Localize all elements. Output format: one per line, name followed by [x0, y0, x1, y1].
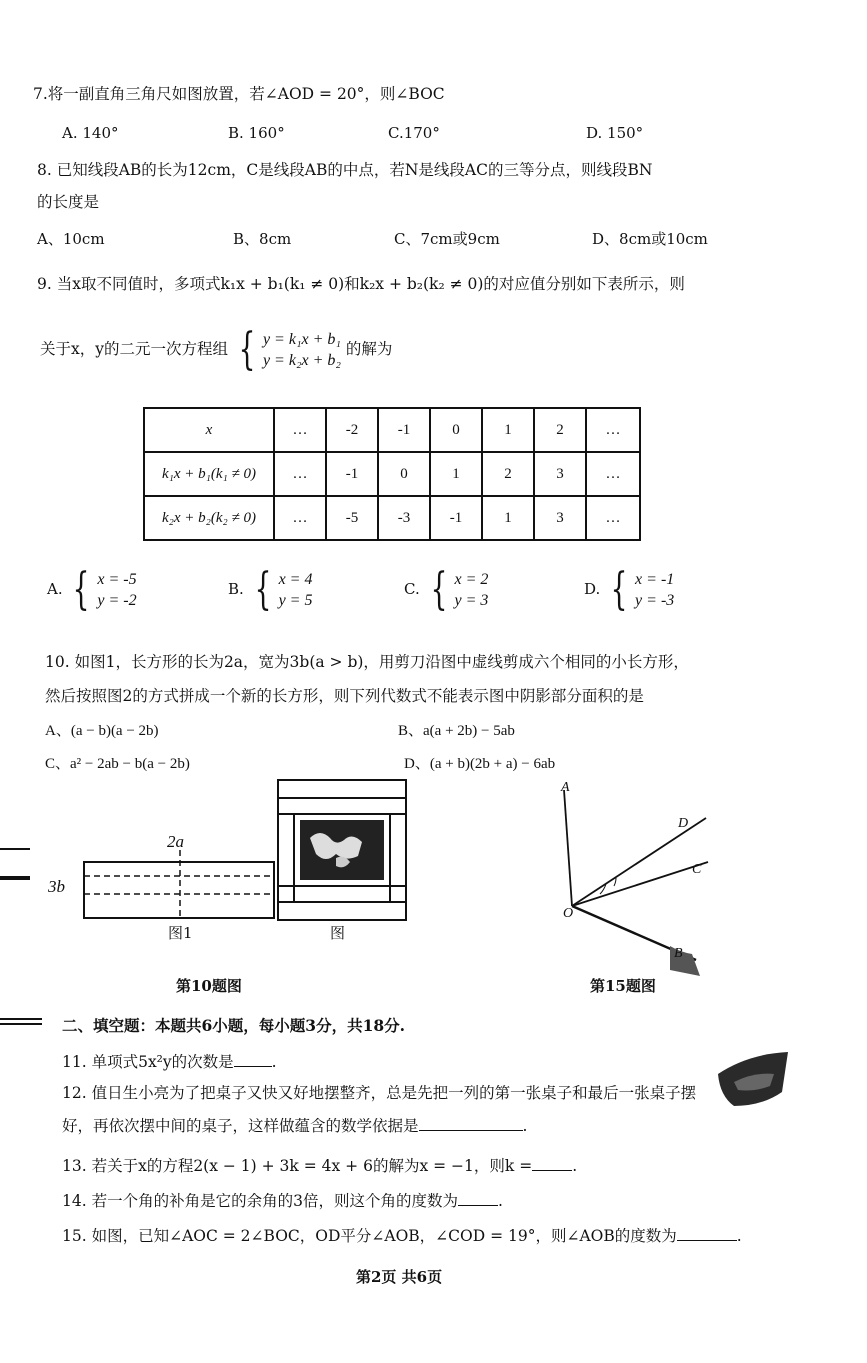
table-cell: 2	[482, 452, 534, 496]
q15-answer-blank[interactable]	[677, 1240, 737, 1241]
q8-option-a: A、10cm	[37, 230, 105, 248]
q10-option-c: C、a² − 2ab − b(a − 2b)	[45, 756, 190, 772]
margin-mark	[0, 848, 30, 850]
table-header-cell: 2	[534, 408, 586, 452]
table-header-cell: -1	[378, 408, 430, 452]
q10-option-d: D、(a + b)(2b + a) − 6ab	[404, 756, 556, 772]
table-cell: 3	[534, 452, 586, 496]
table-cell: -1	[326, 452, 378, 496]
q9-option-c: C. { x = 2 y = 3	[404, 564, 489, 615]
option-eq1: x = -5	[97, 571, 137, 588]
q8-option-d: D、8cm或10cm	[592, 230, 708, 248]
option-eq2: y = -2	[97, 592, 137, 609]
q15-label-d: D	[678, 816, 689, 831]
table-cell: 1	[430, 452, 482, 496]
q7-option-d: D. 150°	[586, 124, 644, 142]
table-cell: -3	[378, 496, 430, 540]
q12-prompt: 好，再依次摆中间的桌子，这样做蕴含的数学依据是	[62, 1117, 419, 1135]
q13-prompt: 13. 若关于x的方程2(x − 1) + 3k = 4x + 6的解为x = −1，则k =	[62, 1157, 533, 1175]
q15-label-b: B	[674, 946, 683, 961]
table-header-cell: x	[144, 408, 274, 452]
q12-answer-blank[interactable]	[419, 1130, 523, 1131]
figure-1-left-label: 3b	[48, 877, 65, 896]
table-row	[144, 452, 640, 496]
figure-1-rectangle	[44, 830, 284, 950]
q15-prompt: 15. 如图，已知∠AOC = 2∠BOC，OD平分∠AOB，∠COD = 19°，则∠AOB的度数为	[62, 1227, 677, 1245]
q14-prompt: 14. 若一个角的补角是它的余角的3倍，则这个角的度数为	[62, 1192, 458, 1210]
q10-line2: 然后按照图2的方式拼成一个新的长方形，则下列代数式不能表示图中阴影部分面积的是	[45, 687, 644, 705]
q9-option-d: D. { x = -1 y = -3	[584, 564, 675, 615]
option-eq2: y = -3	[635, 592, 675, 609]
table-cell: -5	[326, 496, 378, 540]
figure-1-caption: 图1	[168, 924, 193, 942]
table-header-cell: 0	[430, 408, 482, 452]
q9-line2	[40, 324, 393, 375]
table-cell: k₂x + b₂(k₂ ≠ 0)	[144, 496, 274, 540]
option-label: B.	[228, 580, 244, 598]
q9-option-a: A. { x = -5 y = -2	[47, 564, 137, 615]
q12-line2: 好，再依次摆中间的桌子，这样做蕴含的数学依据是 .	[62, 1117, 528, 1135]
q10-option-a: A、(a − b)(a − 2b)	[45, 723, 159, 739]
option-eq1: x = 2	[454, 571, 489, 588]
q9-value-table	[143, 407, 641, 541]
q9-system-eq1: y = k₁x + b₁	[262, 331, 341, 348]
q11-text: 11. 单项式5x²y的次数是 .	[62, 1053, 277, 1071]
table-cell: 3	[534, 496, 586, 540]
option-label: A.	[47, 580, 63, 598]
table-header-cell: 1	[482, 408, 534, 452]
q8-option-c: C、7cm或9cm	[394, 230, 500, 248]
q10-line1: 10. 如图1，长方形的长为2a，宽为3b(a > b)，用剪刀沿图中虚线剪成六个相同的小长方形，	[45, 653, 689, 671]
table-header-cell: …	[586, 408, 640, 452]
q15-label-c: C	[692, 862, 702, 877]
table-cell: …	[586, 452, 640, 496]
q8-line2: 的长度是	[37, 193, 100, 211]
q7-text: 7.将一副直角三角尺如图放置，若∠AOD = 20°，则∠BOC	[33, 85, 445, 103]
q15-label-o: O	[563, 906, 574, 921]
margin-mark	[0, 1023, 42, 1025]
q11-prompt: 11. 单项式5x²y的次数是	[62, 1053, 234, 1071]
q8-option-b: B、8cm	[233, 230, 292, 248]
scan-shadow-blob	[718, 1052, 790, 1110]
q14-text: 14. 若一个角的补角是它的余角的3倍，则这个角的度数为 .	[62, 1192, 503, 1210]
q9-system-eq2: y = k₂x + b₂	[262, 352, 341, 369]
table-cell: k₁x + b₁(k₁ ≠ 0)	[144, 452, 274, 496]
table-cell: …	[586, 496, 640, 540]
option-eq1: x = -1	[635, 571, 675, 588]
table-cell: …	[274, 496, 326, 540]
brace-glyph: {	[238, 324, 256, 375]
q11-answer-blank[interactable]	[234, 1066, 272, 1067]
q7-option-b: B. 160°	[228, 124, 285, 142]
q9-line2-pre: 关于x，y的二元一次方程组	[40, 340, 228, 358]
q9-equation-system	[233, 324, 341, 375]
table-cell: 0	[378, 452, 430, 496]
q12-line1: 12. 值日生小亮为了把桌子又快又好地摆整齐，总是先把一列的第一张桌子和最后一张桌子摆	[62, 1084, 697, 1102]
q13-answer-blank[interactable]	[532, 1170, 572, 1171]
q10-option-b: B、a(a + 2b) − 5ab	[398, 723, 515, 739]
q14-answer-blank[interactable]	[458, 1205, 498, 1206]
q9-line1: 9. 当x取不同值时，多项式k₁x + b₁(k₁ ≠ 0)和k₂x + b₂(k₂ ≠ 0)的对应值分别如下表所示，则	[37, 275, 685, 293]
table-cell: -1	[430, 496, 482, 540]
q9-line2-post: 的解为	[345, 340, 393, 358]
q15-figure-caption: 第15题图	[590, 977, 656, 995]
option-eq1: x = 4	[278, 571, 313, 588]
q7-option-a: A. 140°	[62, 124, 119, 142]
table-cell: …	[274, 452, 326, 496]
q7-option-c: C.170°	[388, 124, 440, 142]
q8-line1: 8. 已知线段AB的长为12cm，C是线段AB的中点，若N是线段AC的三等分点，则线段BN	[37, 161, 653, 179]
page-footer: 第2页 共6页	[356, 1268, 443, 1286]
option-eq2: y = 3	[454, 592, 489, 609]
margin-mark	[0, 1018, 42, 1020]
figure-2-composite	[276, 778, 411, 923]
table-row	[144, 408, 640, 452]
q13-text: 13. 若关于x的方程2(x − 1) + 3k = 4x + 6的解为x = −1，则k = .	[62, 1157, 578, 1175]
table-cell: 1	[482, 496, 534, 540]
option-label: D.	[584, 580, 601, 598]
q15-text: 15. 如图，已知∠AOC = 2∠BOC，OD平分∠AOB，∠COD = 19°，则∠AOB的度数为 .	[62, 1227, 742, 1245]
figure-2-caption: 图	[330, 924, 346, 942]
q10-figure-caption: 第10题图	[176, 977, 242, 995]
table-header-cell: -2	[326, 408, 378, 452]
q15-angle-figure	[540, 778, 710, 978]
figure-1-top-label: 2a	[167, 832, 184, 851]
option-eq2: y = 5	[278, 592, 313, 609]
margin-mark	[0, 876, 30, 880]
table-row	[144, 496, 640, 540]
q9-option-b: B. { x = 4 y = 5	[228, 564, 313, 615]
option-label: C.	[404, 580, 420, 598]
table-header-cell: …	[274, 408, 326, 452]
q15-label-a: A	[561, 780, 570, 795]
section-2-title: 二、填空题：本题共6小题，每小题3分，共18分.	[62, 1016, 406, 1035]
